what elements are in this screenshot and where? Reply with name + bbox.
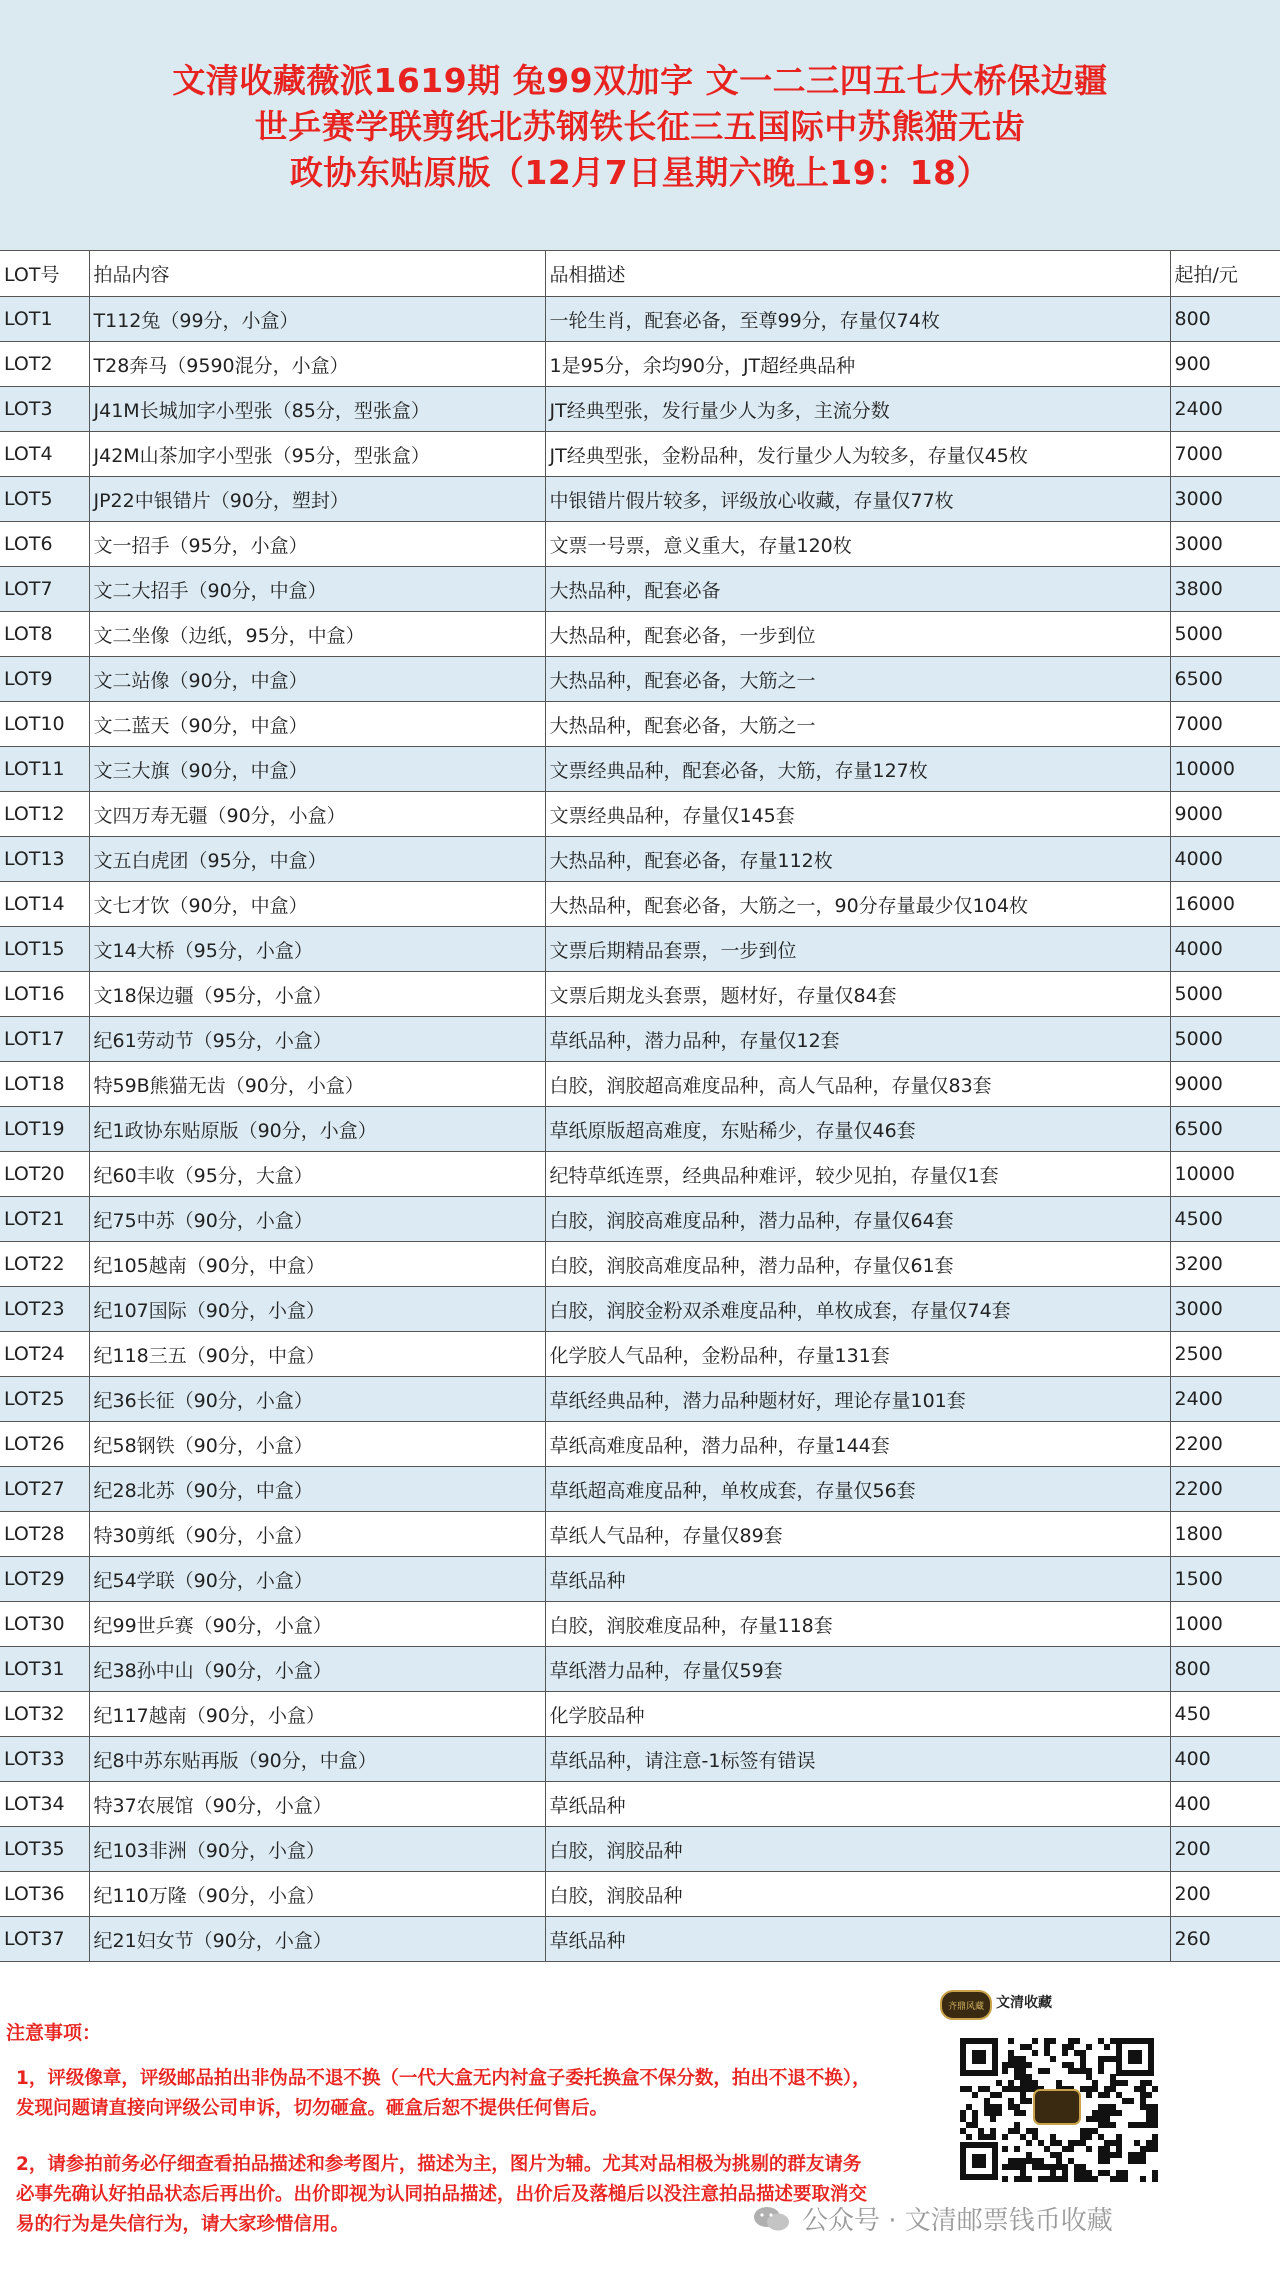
lot-cell: LOT7 — [0, 567, 89, 612]
desc-cell: 一轮生肖，配套必备，至尊99分，存量仅74枚 — [545, 297, 1170, 342]
table-row — [0, 1782, 1280, 1827]
price-cell: 5000 — [1170, 1017, 1280, 1062]
lot-cell: LOT13 — [0, 837, 89, 882]
price-cell: 6500 — [1170, 1107, 1280, 1152]
table-row — [0, 927, 1280, 972]
desc-cell: 白胶，润胶品种 — [545, 1872, 1170, 1917]
price-cell: 2200 — [1170, 1467, 1280, 1512]
item-cell: JP22中银错片（90分，塑封） — [89, 477, 545, 522]
price-cell: 1500 — [1170, 1557, 1280, 1602]
qr-code-icon[interactable] — [954, 2032, 1160, 2186]
desc-cell: JT经典型张，金粉品种，发行量少人为较多，存量仅45枚 — [545, 432, 1170, 477]
table-row — [0, 387, 1280, 432]
item-cell: 文二蓝天（90分，中盒） — [89, 702, 545, 747]
table-row — [0, 1107, 1280, 1152]
lot-table — [0, 250, 1280, 1962]
table-row — [0, 297, 1280, 342]
lot-cell: LOT11 — [0, 747, 89, 792]
item-cell: 纪75中苏（90分，小盒） — [89, 1197, 545, 1242]
lot-cell: LOT36 — [0, 1872, 89, 1917]
table-row — [0, 522, 1280, 567]
item-cell: 特59B熊猫无齿（90分，小盒） — [89, 1062, 545, 1107]
price-cell: 3000 — [1170, 477, 1280, 522]
lot-cell: LOT25 — [0, 1377, 89, 1422]
lot-cell: LOT35 — [0, 1827, 89, 1872]
table-row — [0, 1332, 1280, 1377]
lot-cell: LOT14 — [0, 882, 89, 927]
table-row — [0, 747, 1280, 792]
item-cell: 文18保边疆（95分，小盒） — [89, 972, 545, 1017]
item-cell: 文三大旗（90分，中盒） — [89, 747, 545, 792]
price-cell: 1800 — [1170, 1512, 1280, 1557]
price-cell: 3000 — [1170, 522, 1280, 567]
lot-cell: LOT16 — [0, 972, 89, 1017]
item-cell: 纪118三五（90分，中盒） — [89, 1332, 545, 1377]
item-cell: 纪103非洲（90分，小盒） — [89, 1827, 545, 1872]
lot-cell: LOT3 — [0, 387, 89, 432]
desc-cell: 文票经典品种，配套必备，大筋，存量127枚 — [545, 747, 1170, 792]
desc-cell: 白胶，润胶高难度品种，潜力品种，存量仅61套 — [545, 1242, 1170, 1287]
desc-cell: 大热品种，配套必备，大筋之一 — [545, 657, 1170, 702]
price-cell: 9000 — [1170, 1062, 1280, 1107]
watermark — [752, 2200, 1113, 2237]
column-header-lot: LOT号 — [0, 251, 89, 297]
table-row — [0, 567, 1280, 612]
lot-cell: LOT5 — [0, 477, 89, 522]
desc-cell: 草纸高难度品种，潜力品种，存量144套 — [545, 1422, 1170, 1467]
desc-cell: 白胶，润胶金粉双杀难度品种，单枚成套，存量仅74套 — [545, 1287, 1170, 1332]
item-cell: 纪54学联（90分，小盒） — [89, 1557, 545, 1602]
price-cell: 400 — [1170, 1737, 1280, 1782]
desc-cell: 草纸品种 — [545, 1557, 1170, 1602]
table-row — [0, 342, 1280, 387]
lot-table-container — [0, 250, 1280, 1962]
lot-cell: LOT19 — [0, 1107, 89, 1152]
lot-cell: LOT23 — [0, 1287, 89, 1332]
item-cell: 文二大招手（90分，中盒） — [89, 567, 545, 612]
table-row — [0, 1557, 1280, 1602]
price-cell: 4000 — [1170, 837, 1280, 882]
desc-cell: 1是95分，余均90分，JT超经典品种 — [545, 342, 1170, 387]
table-row — [0, 1872, 1280, 1917]
price-cell: 1000 — [1170, 1602, 1280, 1647]
price-cell: 7000 — [1170, 702, 1280, 747]
table-row — [0, 657, 1280, 702]
item-cell: 纪110万隆（90分，小盒） — [89, 1872, 545, 1917]
desc-cell: 草纸超高难度品种，单枚成套，存量仅56套 — [545, 1467, 1170, 1512]
item-cell: 纪117越南（90分，小盒） — [89, 1692, 545, 1737]
brand-logo: 齐鼎风藏 — [940, 1990, 992, 2020]
lot-cell: LOT8 — [0, 612, 89, 657]
lot-cell: LOT34 — [0, 1782, 89, 1827]
price-cell: 450 — [1170, 1692, 1280, 1737]
brand-name: 文清收藏 — [996, 1995, 1052, 2011]
table-row — [0, 612, 1280, 657]
wechat-icon — [752, 2204, 792, 2234]
desc-cell: 白胶，润胶难度品种，存量118套 — [545, 1602, 1170, 1647]
brand-qr-block — [940, 1990, 1180, 2170]
table-row — [0, 1152, 1280, 1197]
price-cell: 260 — [1170, 1917, 1280, 1962]
price-cell: 2400 — [1170, 1377, 1280, 1422]
price-cell: 800 — [1170, 297, 1280, 342]
lot-cell: LOT32 — [0, 1692, 89, 1737]
page-header — [0, 0, 1280, 250]
desc-cell: 草纸潜力品种，存量仅59套 — [545, 1647, 1170, 1692]
item-cell: 文七才饮（90分，中盒） — [89, 882, 545, 927]
item-cell: 特30剪纸（90分，小盒） — [89, 1512, 545, 1557]
item-cell: 文14大桥（95分，小盒） — [89, 927, 545, 972]
desc-cell: 化学胶品种 — [545, 1692, 1170, 1737]
price-cell: 3200 — [1170, 1242, 1280, 1287]
item-cell: 文五白虎团（95分，中盒） — [89, 837, 545, 882]
desc-cell: 草纸原版超高难度，东贴稀少，存量仅46套 — [545, 1107, 1170, 1152]
table-row — [0, 972, 1280, 1017]
desc-cell: 大热品种，配套必备，一步到位 — [545, 612, 1170, 657]
table-row — [0, 1422, 1280, 1467]
table-row — [0, 432, 1280, 477]
lot-cell: LOT24 — [0, 1332, 89, 1377]
desc-cell: 文票后期龙头套票，题材好，存量仅84套 — [545, 972, 1170, 1017]
item-cell: 纪8中苏东贴再版（90分，中盒） — [89, 1737, 545, 1782]
desc-cell: 大热品种，配套必备，大筋之一，90分存量最少仅104枚 — [545, 882, 1170, 927]
lot-cell: LOT28 — [0, 1512, 89, 1557]
price-cell: 3000 — [1170, 1287, 1280, 1332]
price-cell: 16000 — [1170, 882, 1280, 927]
table-row — [0, 837, 1280, 882]
price-cell: 2500 — [1170, 1332, 1280, 1377]
price-cell: 3800 — [1170, 567, 1280, 612]
item-cell: 纪1政协东贴原版（90分，小盒） — [89, 1107, 545, 1152]
desc-cell: 草纸经典品种，潜力品种题材好，理论存量101套 — [545, 1377, 1170, 1422]
table-row — [0, 1197, 1280, 1242]
table-body — [0, 297, 1280, 1962]
desc-cell: 文票经典品种，存量仅145套 — [545, 792, 1170, 837]
lot-cell: LOT27 — [0, 1467, 89, 1512]
column-header-desc: 品相描述 — [545, 251, 1170, 297]
item-cell: 文四万寿无疆（90分，小盒） — [89, 792, 545, 837]
desc-cell: 纪特草纸连票，经典品种难评，较少见拍，存量仅1套 — [545, 1152, 1170, 1197]
desc-cell: 草纸品种 — [545, 1917, 1170, 1962]
price-cell: 200 — [1170, 1872, 1280, 1917]
lot-cell: LOT26 — [0, 1422, 89, 1467]
desc-cell: 草纸品种，请注意-1标签有错误 — [545, 1737, 1170, 1782]
price-cell: 10000 — [1170, 747, 1280, 792]
table-row — [0, 1017, 1280, 1062]
lot-cell: LOT30 — [0, 1602, 89, 1647]
price-cell: 5000 — [1170, 612, 1280, 657]
table-row — [0, 1827, 1280, 1872]
item-cell: 纪58钢铁（90分，小盒） — [89, 1422, 545, 1467]
item-cell: J41M长城加字小型张（85分，型张盒） — [89, 387, 545, 432]
table-row — [0, 1737, 1280, 1782]
lot-cell: LOT12 — [0, 792, 89, 837]
lot-cell: LOT10 — [0, 702, 89, 747]
desc-cell: 大热品种，配套必备，存量112枚 — [545, 837, 1170, 882]
table-row — [0, 792, 1280, 837]
price-cell: 800 — [1170, 1647, 1280, 1692]
desc-cell: 中银错片假片较多，评级放心收藏，存量仅77枚 — [545, 477, 1170, 522]
table-row — [0, 1692, 1280, 1737]
table-header-row — [0, 251, 1280, 297]
lot-cell: LOT6 — [0, 522, 89, 567]
lot-cell: LOT2 — [0, 342, 89, 387]
watermark-text: 公众号 · 文清邮票钱币收藏 — [802, 2206, 1113, 2236]
item-cell: 纪21妇女节（90分，小盒） — [89, 1917, 545, 1962]
lot-cell: LOT18 — [0, 1062, 89, 1107]
price-cell: 10000 — [1170, 1152, 1280, 1197]
item-cell: 纪105越南（90分，中盒） — [89, 1242, 545, 1287]
desc-cell: 草纸品种，潜力品种，存量仅12套 — [545, 1017, 1170, 1062]
price-cell: 9000 — [1170, 792, 1280, 837]
item-cell: 纪60丰收（95分，大盒） — [89, 1152, 545, 1197]
table-row — [0, 1647, 1280, 1692]
item-cell: 特37农展馆（90分，小盒） — [89, 1782, 545, 1827]
item-cell: 文二站像（90分，中盒） — [89, 657, 545, 702]
item-cell: 文二坐像（边纸，95分，中盒） — [89, 612, 545, 657]
table-row — [0, 477, 1280, 522]
item-cell: T28奔马（9590混分，小盒） — [89, 342, 545, 387]
title-line-1: 文清收藏薇派1619期 兔99双加字 文一二三四五七大桥保边疆 — [172, 61, 1108, 100]
item-cell: 纪36长征（90分，小盒） — [89, 1377, 545, 1422]
table-row — [0, 1287, 1280, 1332]
lot-cell: LOT21 — [0, 1197, 89, 1242]
column-header-item: 拍品内容 — [89, 251, 545, 297]
price-cell: 7000 — [1170, 432, 1280, 477]
lot-cell: LOT37 — [0, 1917, 89, 1962]
table-row — [0, 1602, 1280, 1647]
item-cell: 文一招手（95分，小盒） — [89, 522, 545, 567]
item-cell: 纪99世乒赛（90分，小盒） — [89, 1602, 545, 1647]
table-row — [0, 1062, 1280, 1107]
lot-cell: LOT9 — [0, 657, 89, 702]
price-cell: 400 — [1170, 1782, 1280, 1827]
lot-cell: LOT17 — [0, 1017, 89, 1062]
lot-cell: LOT4 — [0, 432, 89, 477]
desc-cell: 白胶，润胶品种 — [545, 1827, 1170, 1872]
desc-cell: 白胶，润胶超高难度品种，高人气品种，存量仅83套 — [545, 1062, 1170, 1107]
table-row — [0, 1377, 1280, 1422]
table-row — [0, 882, 1280, 927]
lot-cell: LOT15 — [0, 927, 89, 972]
table-row — [0, 702, 1280, 747]
item-cell: T112兔（99分，小盒） — [89, 297, 545, 342]
title-line-3: 政协东贴原版（12月7日星期六晚上19：18） — [289, 153, 991, 192]
desc-cell: 白胶，润胶高难度品种，潜力品种，存量仅64套 — [545, 1197, 1170, 1242]
price-cell: 200 — [1170, 1827, 1280, 1872]
item-cell: J42M山茶加字小型张（95分，型张盒） — [89, 432, 545, 477]
lot-cell: LOT33 — [0, 1737, 89, 1782]
note-1: 1，评级像章，评级邮品拍出非伪品不退不换（一代大盒无内衬盒子委托换盒不保分数，拍出不退不换），发现问题请直接向评级公司申诉，切勿砸盒。砸盒后恕不提供任何售后。 — [16, 2068, 871, 2119]
item-cell: 纪61劳动节（95分，小盒） — [89, 1017, 545, 1062]
column-header-price: 起拍/元 — [1170, 251, 1280, 297]
price-cell: 2400 — [1170, 387, 1280, 432]
item-cell: 纪38孙中山（90分，小盒） — [89, 1647, 545, 1692]
price-cell: 900 — [1170, 342, 1280, 387]
item-cell: 纪28北苏（90分，中盒） — [89, 1467, 545, 1512]
lot-cell: LOT22 — [0, 1242, 89, 1287]
desc-cell: 大热品种，配套必备 — [545, 567, 1170, 612]
table-row — [0, 1467, 1280, 1512]
lot-cell: LOT20 — [0, 1152, 89, 1197]
lot-cell: LOT29 — [0, 1557, 89, 1602]
note-2: 2，请参拍前务必仔细查看拍品描述和参考图片，描述为主，图片为辅。尤其对品相极为挑剔的群友请务必事先确认好拍品状态后再出价。出价即视为认同拍品描述，出价后及落槌后以没注意拍品描述要取消交易的行为是失信行为，请大家珍惜信用。 — [16, 2154, 868, 2235]
desc-cell: 文票后期精品套票，一步到位 — [545, 927, 1170, 972]
desc-cell: 化学胶人气品种，金粉品种，存量131套 — [545, 1332, 1170, 1377]
price-cell: 4000 — [1170, 927, 1280, 972]
item-cell: 纪107国际（90分，小盒） — [89, 1287, 545, 1332]
lot-cell: LOT1 — [0, 297, 89, 342]
desc-cell: 大热品种，配套必备，大筋之一 — [545, 702, 1170, 747]
desc-cell: 草纸品种 — [545, 1782, 1170, 1827]
table-row — [0, 1242, 1280, 1287]
price-cell: 2200 — [1170, 1422, 1280, 1467]
price-cell: 4500 — [1170, 1197, 1280, 1242]
desc-cell: 文票一号票，意义重大，存量120枚 — [545, 522, 1170, 567]
table-row — [0, 1917, 1280, 1962]
desc-cell: 草纸人气品种，存量仅89套 — [545, 1512, 1170, 1557]
notes-title: 注意事项： — [6, 2022, 102, 2044]
price-cell: 5000 — [1170, 972, 1280, 1017]
price-cell: 6500 — [1170, 657, 1280, 702]
desc-cell: JT经典型张，发行量少人为多，主流分数 — [545, 387, 1170, 432]
table-row — [0, 1512, 1280, 1557]
title-line-2: 世乒赛学联剪纸北苏钢铁长征三五国际中苏熊猫无齿 — [254, 107, 1026, 146]
lot-cell: LOT31 — [0, 1647, 89, 1692]
